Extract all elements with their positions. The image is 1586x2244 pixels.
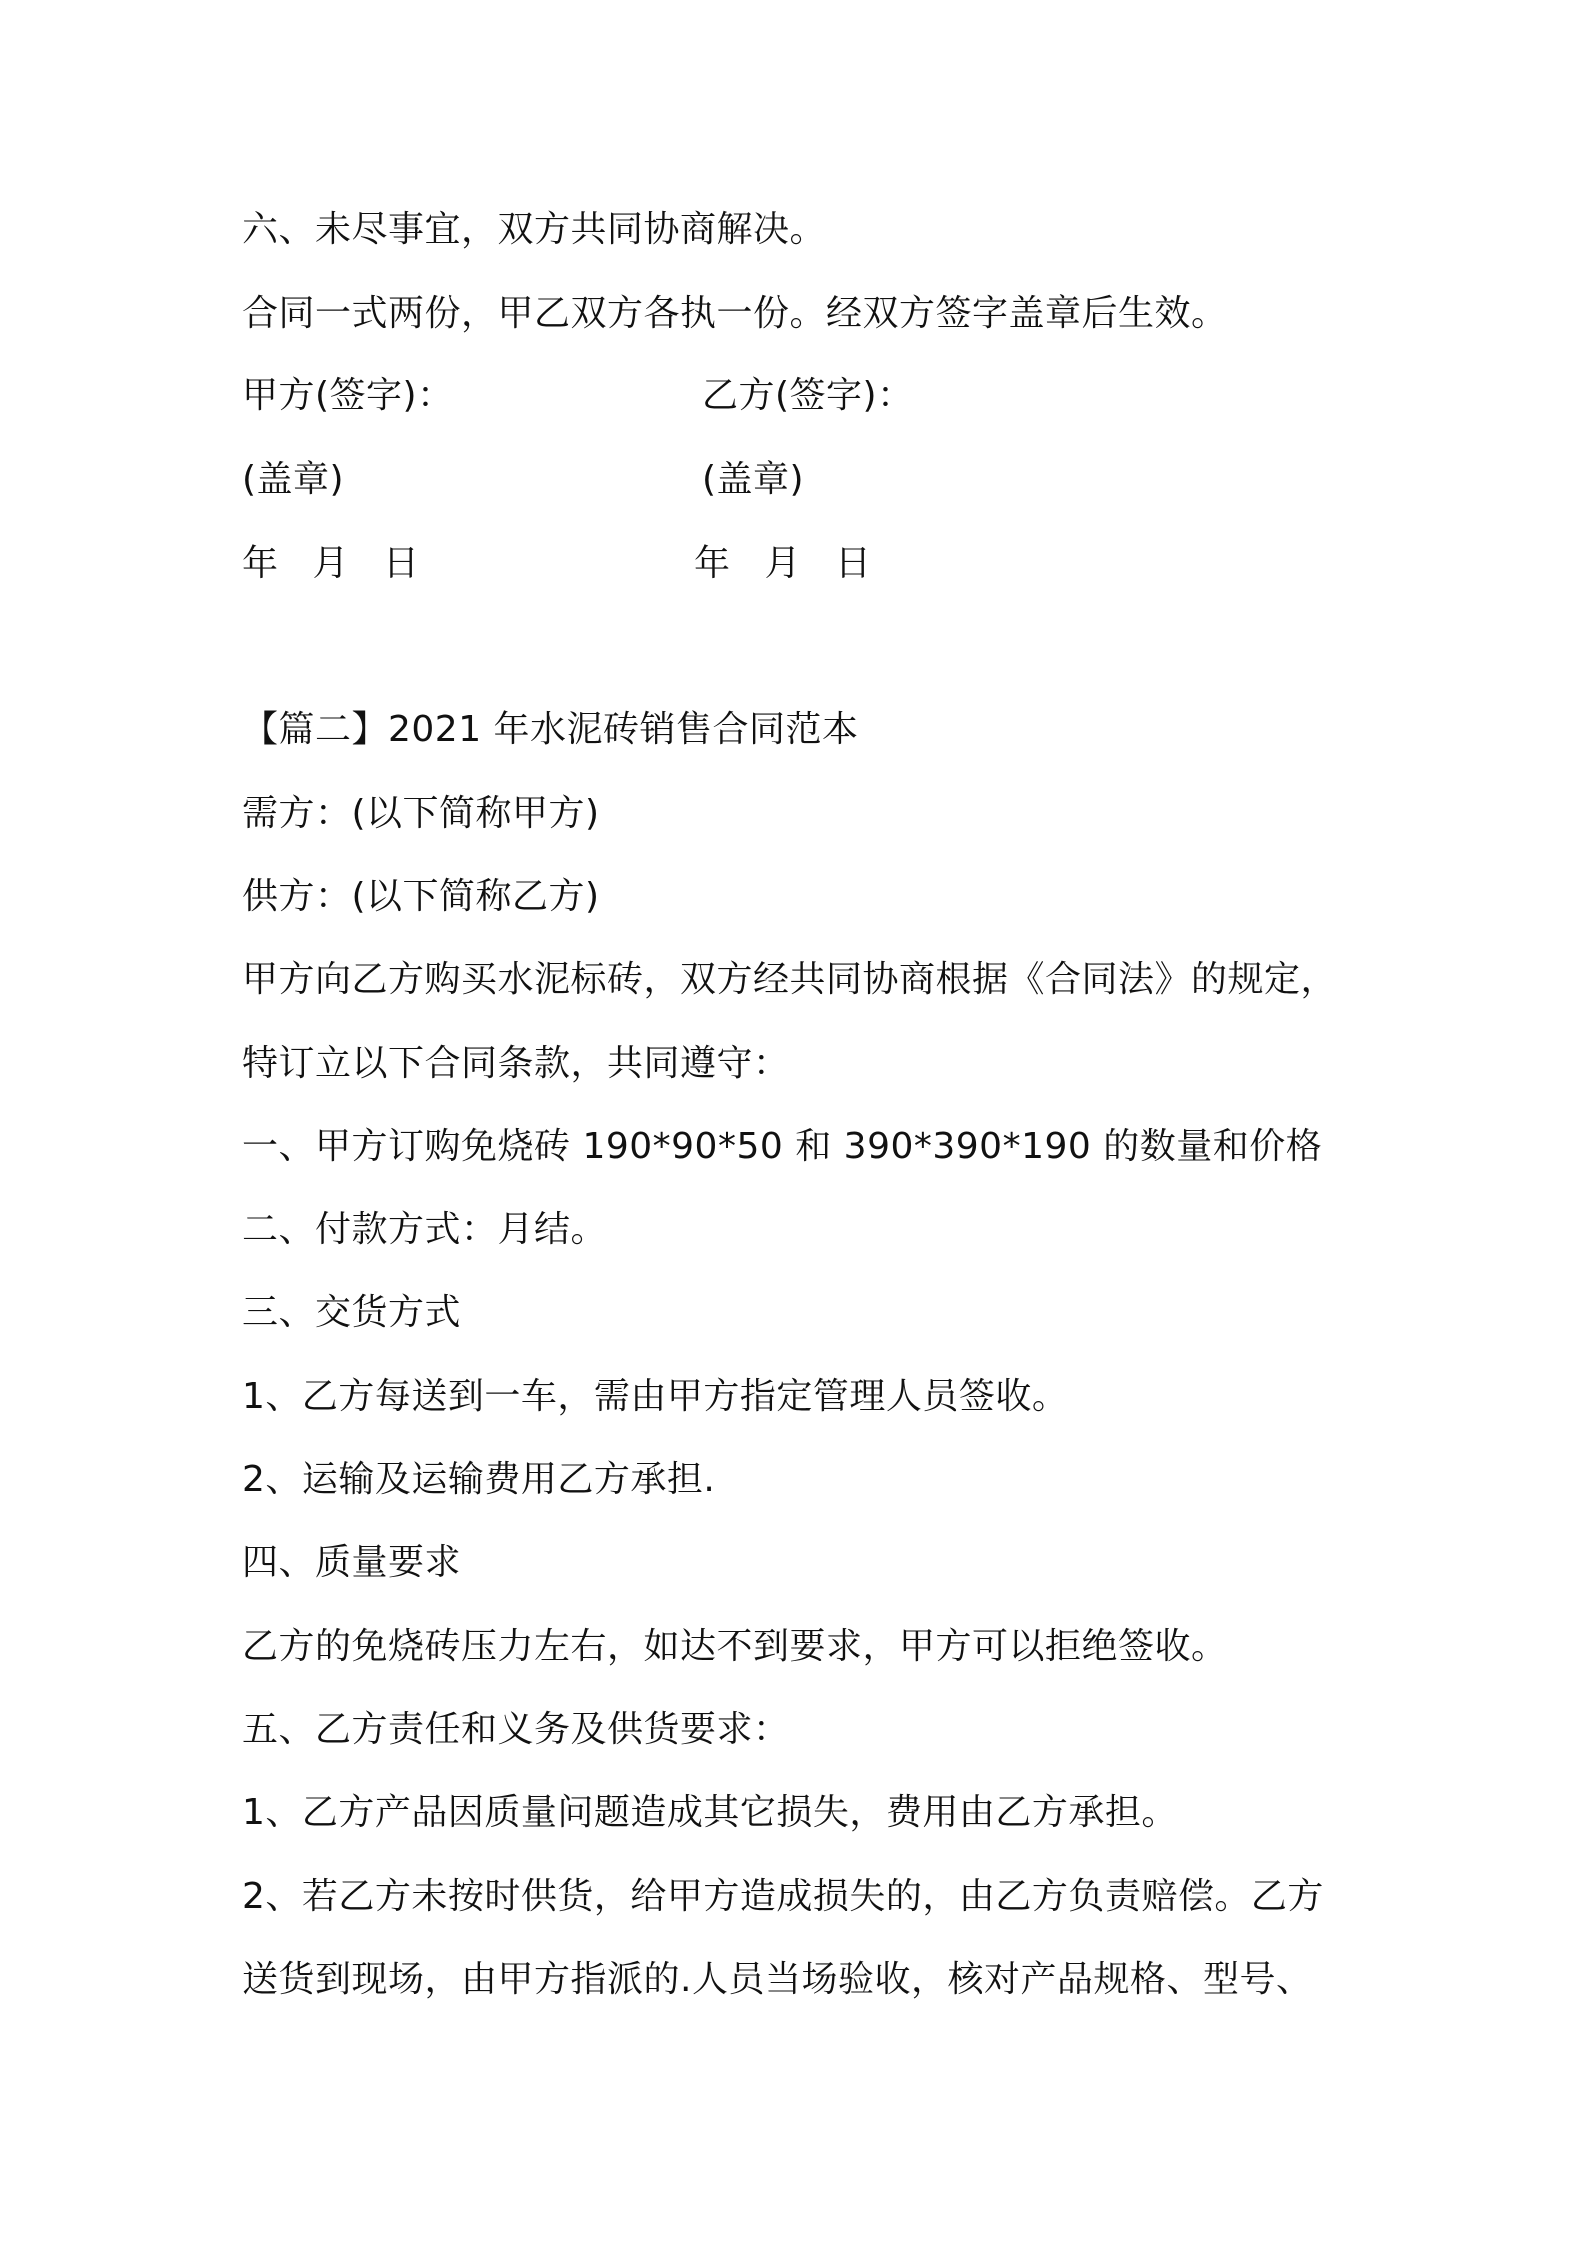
party-a-seal-label: (盖章) (242, 459, 345, 500)
party-b-signature-label: 乙方(签字)： (702, 375, 914, 416)
item-three-sub-1: 1、乙方每送到一车，需由甲方指定管理人员签收。 (242, 1376, 1069, 1417)
date-day: 日 (835, 543, 872, 584)
intro-line-2: 特订立以下合同条款，共同遵守： (242, 1043, 790, 1084)
item-three-sub-2: 2、运输及运输费用乙方承担. (242, 1459, 716, 1500)
date-year: 年 (242, 543, 279, 584)
intro-line-1: 甲方向乙方购买水泥标砖，双方经共同协商根据《合同法》的规定， (242, 959, 1338, 1000)
section-two-title: 【篇二】2021 年水泥砖销售合同范本 (242, 709, 859, 750)
supplier-line: 供方：(以下简称乙方) (242, 876, 600, 917)
party-b-date (694, 540, 872, 588)
date-year: 年 (694, 543, 731, 584)
item-two: 二、付款方式：月结。 (242, 1209, 608, 1250)
item-four-text: 乙方的免烧砖压力左右，如达不到要求，甲方可以拒绝签收。 (242, 1626, 1228, 1667)
item-five-sub-1: 1、乙方产品因质量问题造成其它损失，费用由乙方承担。 (242, 1792, 1178, 1833)
clause-six: 六、未尽事宜，双方共同协商解决。 (242, 209, 827, 250)
buyer-line: 需方：(以下简称甲方) (242, 793, 600, 834)
item-five-sub-2b: 送货到现场，由甲方指派的.人员当场验收，核对产品规格、型号、 (242, 1959, 1313, 2000)
item-three: 三、交货方式 (242, 1292, 462, 1333)
item-four: 四、质量要求 (242, 1542, 462, 1583)
party-a-signature-label: 甲方(签字)： (242, 375, 454, 416)
item-one: 一、甲方订购免烧砖 190*90*50 和 390*390*190 的数量和价格 (242, 1126, 1323, 1167)
item-five: 五、乙方责任和义务及供货要求： (242, 1709, 790, 1750)
date-month: 月 (764, 543, 802, 584)
copies-clause: 合同一式两份，甲乙双方各执一份。经双方签字盖章后生效。 (242, 293, 1228, 334)
party-b-seal-label: (盖章) (702, 459, 805, 500)
date-month: 月 (312, 543, 350, 584)
item-five-sub-2a: 2、若乙方未按时供货，给甲方造成损失的，由乙方负责赔偿。乙方 (242, 1876, 1324, 1917)
date-day: 日 (383, 543, 420, 584)
party-a-date (242, 540, 420, 588)
